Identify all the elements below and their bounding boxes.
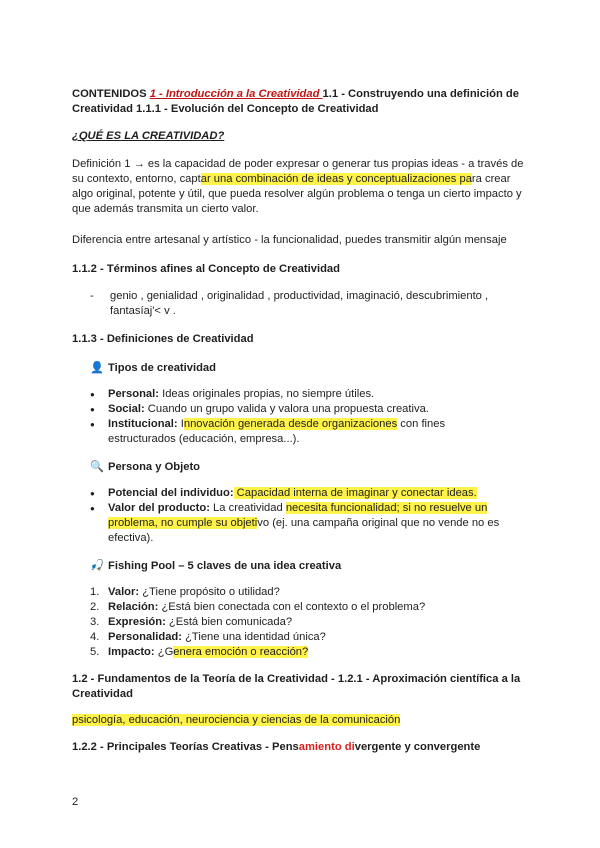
header-section-1-1: 1.1 - Construyendo una definición de xyxy=(322,88,519,100)
section-1-2-title: 1.2 - Fundamentos de la Teoría de la Creatividad - 1.2.1 - Aproximación científica a la Creatividad xyxy=(72,673,521,700)
list-item: 1. Valor: ¿Tiene propósito o utilidad? xyxy=(90,586,280,598)
synonyms-item: genio , genialidad , originalidad , productividad, imaginació, descubrimiento , fantasíaj'< v . xyxy=(110,290,489,317)
person-object-heading: 🔍 Persona y Objeto xyxy=(90,461,201,473)
section-1-2-2-title: 1.2.2 - Principales Teorías Creativas - Pensamiento divergente y convergente xyxy=(72,741,481,753)
synonyms-list xyxy=(90,289,530,319)
definition-paragraph: Definición 1 → es la capacidad de poder expresar o generar tus propias ideas - a través de su contexto, entorno, captar una combinación de ideas y conceptualizaciones para crear algo original, potente y útil, que pueda resolver algún problema o tenga un cierto impacto y que además transmita un cierto valor. xyxy=(72,158,524,215)
types-heading: 👤 Tipos de creatividad xyxy=(90,362,216,374)
contents-label: CONTENIDOS xyxy=(72,88,150,100)
dash-bullet: - xyxy=(90,290,94,302)
fishing-pool-heading: 🎣 Fishing Pool – 5 claves de una idea creativa xyxy=(90,560,342,572)
list-item: ● Valor del producto: La creatividad necesita funcionalidad; si no resuelve un problema, no cumple su objetivo (ej. una campaña original que no vende no es efectiva). xyxy=(90,501,510,546)
section-1-1-2-title: 1.1.2 - Términos afines al Concepto de Creatividad xyxy=(72,263,340,275)
list-item: ● Social: Cuando un grupo valida y valora una propuesta creativa. xyxy=(90,402,510,417)
fishing-rod-icon: 🎣 xyxy=(90,560,104,572)
list-item: ● Potencial del individuo: Capacidad interna de imaginar y conectar ideas. xyxy=(90,486,510,501)
magnifier-icon: 🔍 xyxy=(90,461,104,473)
list-item: 4. Personalidad: ¿Tiene una identidad única? xyxy=(90,631,326,643)
fields-highlight: psicología, educación, neurociencia y ciencias de la comunicación xyxy=(72,714,401,726)
chapter-link[interactable]: 1 - Introducción a la Creatividad xyxy=(149,88,323,100)
list-item: ● Institucional: Innovación generada desde organizaciones con fines estructurados (educación, empresa...). xyxy=(90,417,510,447)
list-item: ● Personal: Ideas originales propias, no siempre útiles. xyxy=(90,387,510,402)
question-title: ¿QUÉ ES LA CREATIVIDAD? xyxy=(72,130,225,142)
header-line-2: Creatividad 1.1.1 - Evolución del Concepto de Creatividad xyxy=(72,103,379,115)
list-item: 5. Impacto: ¿Genera emoción o reacción? xyxy=(90,646,309,658)
page-number: 2 xyxy=(72,796,79,808)
user-icon: 👤 xyxy=(90,362,104,374)
section-1-1-3-title: 1.1.3 - Definiciones de Creatividad xyxy=(72,333,254,345)
list-item: 2. Relación: ¿Está bien conectada con el contexto o el problema? xyxy=(90,601,426,613)
person-object-list xyxy=(90,486,510,546)
difference-text: Diferencia entre artesanal y artístico - la funcionalidad, puedes transmitir algún mensaje xyxy=(72,234,507,246)
contents-header xyxy=(72,87,532,117)
types-list xyxy=(90,387,510,447)
fishing-pool-list xyxy=(90,585,510,660)
definition-highlight: ar una combinación de ideas y conceptualizaciones pa xyxy=(200,173,472,185)
list-item: 3. Expresión: ¿Está bien comunicada? xyxy=(90,616,293,628)
